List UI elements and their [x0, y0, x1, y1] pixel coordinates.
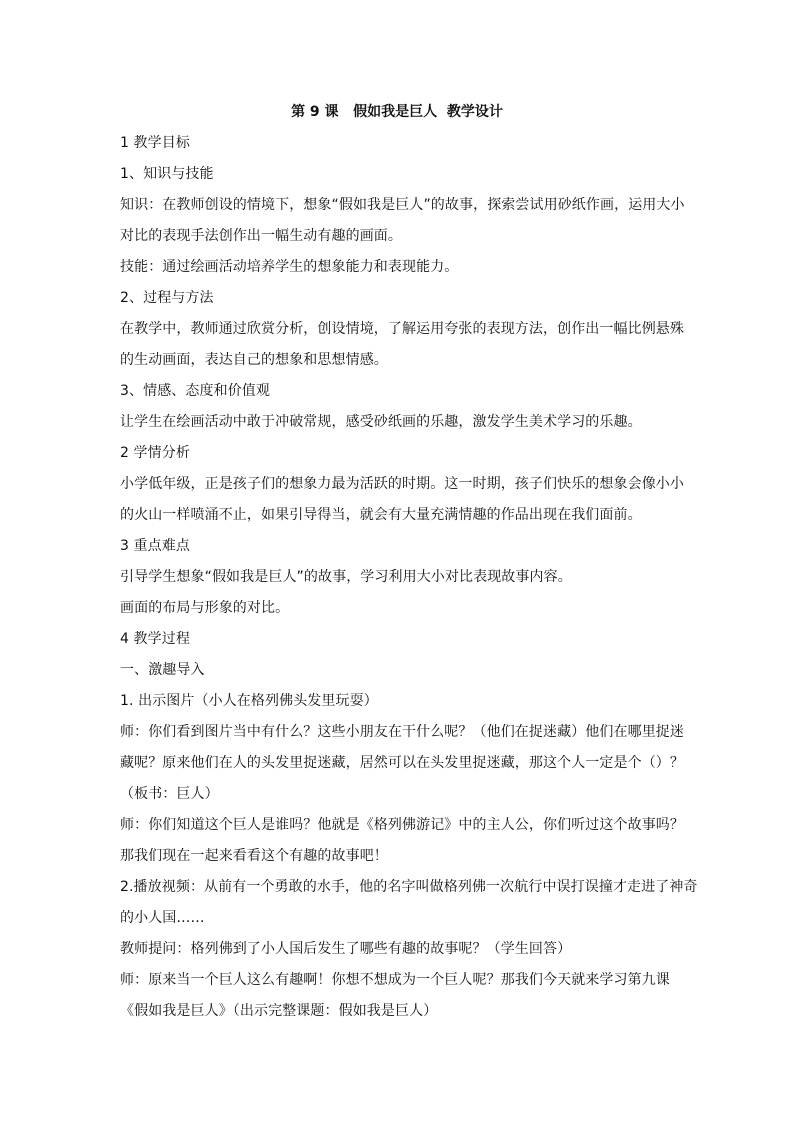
text-line: 4 教学过程 — [120, 631, 190, 647]
text-line: （板书：巨人） — [120, 786, 219, 802]
text-line: 师：原来当一个巨人这么有趣啊！你想不想成为一个巨人呢？那我们今天就来学习第九课 — [120, 972, 670, 988]
text-line: 2.播放视频：从前有一个勇敢的水手，他的名字叫做格列佛一次航行中误打误撞才走进了神奇 — [120, 879, 698, 895]
text-line: 1. 出示图片（小人在格列佛头发里玩耍） — [120, 693, 378, 709]
text-line: 小学低年级，正是孩子们的想象力最为活跃的时期。这一时期，孩子们快乐的想象会像小小 — [120, 476, 684, 492]
text-line: 那我们现在一起来看看这个有趣的故事吧！ — [120, 848, 388, 864]
text-line: 在教学中，教师通过欣赏分析，创设情境，了解运用夸张的表现方法，创作出一幅比例悬殊 — [120, 321, 684, 337]
document-body — [120, 133, 698, 1032]
text-line: 3、情感、态度和价值观 — [120, 383, 271, 399]
text-line: 的生动画面，表达自己的想象和思想情感。 — [120, 352, 388, 368]
text-line: 藏呢？原来他们在人的头发里捉迷藏，居然可以在头发里捉迷藏，那这个人一定是个（）？ — [120, 755, 684, 771]
text-line: 知识：在教师创设的情境下，想象“假如我是巨人”的故事，探索尝试用砂纸作画，运用大小 — [120, 197, 685, 213]
text-line: 教师提问：格列佛到了小人国后发生了哪些有趣的故事呢？（学生回答） — [120, 941, 572, 957]
text-line: 师：你们知道这个巨人是谁吗？他就是《格列佛游记》中的主人公，你们听过这个故事吗？ — [120, 817, 684, 833]
text-line: 引导学生想象“假如我是巨人”的故事，学习利用大小对比表现故事内容。 — [120, 569, 572, 585]
text-line: 1 教学目标 — [120, 135, 190, 151]
text-line: 技能：通过绘画活动培养学生的想象能力和表现能力。 — [120, 259, 459, 275]
document-title: 第 9 课 假如我是巨人 教学设计 — [291, 104, 503, 120]
text-line: 的火山一样喷涌不止，如果引导得当，就会有大量充满情趣的作品出现在我们面前。 — [120, 507, 642, 523]
text-line: 2 学情分析 — [120, 445, 190, 461]
text-line: 让学生在绘画活动中敢于冲破常规，感受砂纸画的乐趣，激发学生美术学习的乐趣。 — [120, 414, 642, 430]
text-line: 3 重点难点 — [120, 538, 190, 554]
text-line: 的小人国…… — [120, 910, 205, 926]
text-line: 2、过程与方法 — [120, 290, 214, 306]
text-line: 《假如我是巨人》（出示完整课题：假如我是巨人） — [120, 1003, 438, 1019]
text-line: 一、激趣导入 — [120, 662, 205, 678]
text-line: 师：你们看到图片当中有什么？这些小朋友在干什么呢？（他们在捉迷藏）他们在哪里捉迷 — [120, 724, 684, 740]
text-line: 1、知识与技能 — [120, 166, 214, 182]
text-line: 画面的布局与形象的对比。 — [120, 600, 290, 616]
text-line: 对比的表现手法创作出一幅生动有趣的画面。 — [120, 228, 402, 244]
